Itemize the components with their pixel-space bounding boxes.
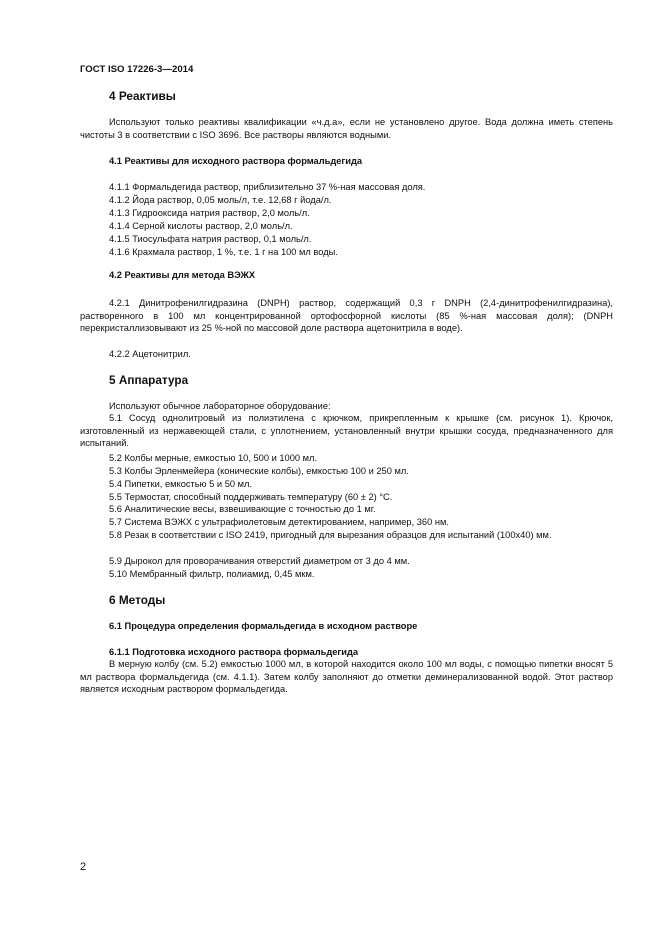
section-4-intro-text: Используют только реактивы квалификации «ч.д.а», если не установлено другое. Вода должна иметь степень чистоты 3 в соответствии с ISO 3696. Все растворы являются водными. [80, 117, 613, 140]
section-4-2-title: 4.2 Реактивы для метода ВЭЖХ [109, 270, 256, 280]
item-4-2-1 [80, 297, 613, 335]
section-4-1-title: 4.1 Реактивы для исходного раствора формальдегида [109, 156, 363, 166]
section-5-intro: Используют обычное лабораторное оборудование: [109, 401, 331, 411]
item-5-1-text: 5.1 Сосуд однолитровый из полиэтилена с крючком, прикрепленным к крышке (см. рисунок 1). Крючок, изготовленный из нержавеющей стали, с уплотнением, установленный внутри крышки сосуда, предназначенного для испытаний. [80, 413, 613, 449]
item-5-10: 5.10 Мембранный фильтр, полиамид, 0,45 мкм. [109, 569, 315, 579]
section-5-title: 5 Аппаратура [109, 373, 189, 387]
item-4-1-6: 4.1.6 Крахмала раствор, 1 %, т.е. 1 г на 100 мл воды. [109, 247, 338, 257]
page-number: 2 [80, 861, 87, 873]
item-5-8-text: 5.8 Резак в соответствии с ISO 2419, пригодный для вырезания образцов для испытаний (100х40) мм. [109, 530, 552, 540]
item-5-3: 5.3 Колбы Эрленмейера (конические колбы), емкостью 100 и 250 мл. [109, 466, 409, 476]
item-5-9: 5.9 Дырокол для проворачивания отверстий диаметром от 3 до 4 мм. [109, 556, 410, 566]
item-5-6: 5.6 Аналитические весы, взвешивающие с точностью до 1 мг. [109, 504, 376, 514]
item-4-1-3: 4.1.3 Гидрооксида натрия раствор, 2,0 моль/л. [109, 208, 310, 218]
section-4-intro [80, 116, 613, 141]
item-5-7: 5.7 Система ВЭЖХ с ультрафиолетовым детектированием, например, 360 нм. [109, 517, 449, 527]
item-4-1-2: 4.1.2 Йода раствор, 0,05 моль/л, т.е. 12,68 г йода/л. [109, 195, 332, 205]
item-4-2-1-text: 4.2.1 Динитрофенилгидразина (DNPH) раствор, содержащий 0,3 г DNPH (2,4-динитрофенилгидразина), растворенного в 100 мл концентрированной ортофосфорной кислоты (85 %-ная массовая доля); (DNPH перекристаллизовывают из 25 %-ной по массовой доле раствора ацетонитрила в воде). [80, 298, 613, 334]
item-4-1-5: 4.1.5 Тиосульфата натрия раствор, 0,1 моль/л. [109, 234, 312, 244]
section-6-1-1-title: 6.1.1 Подготовка исходного раствора формальдегида [109, 647, 359, 657]
item-5-5: 5.5 Термостат, способный поддерживать температуру (60 ± 2) °С. [109, 492, 393, 502]
item-5-8 [80, 529, 613, 542]
item-5-1 [80, 412, 613, 450]
section-6-title: 6 Методы [109, 593, 166, 607]
item-4-1-4: 4.1.4 Серной кислоты раствор, 2,0 моль/л. [109, 221, 293, 231]
item-5-2: 5.2 Колбы мерные, емкостью 10, 500 и 1000 мл. [109, 453, 318, 463]
item-4-1-1: 4.1.1 Формальдегида раствор, приблизительно 37 %-ная массовая доля. [109, 182, 426, 192]
section-6-1-1-body [80, 658, 613, 696]
section-6-1-1-text: В мерную колбу (см. 5.2) емкостью 1000 мл, в которой находится около 100 мл воды, с помощью пипетки вносят 5 мл раствора формальдегида (см. 4.1.1). Затем колбу заполняют до отметки деминерализованной водой. Этот раствор является исходным раствором формальдегида. [80, 659, 613, 695]
section-4-title: 4 Реактивы [109, 89, 176, 103]
item-5-4: 5.4 Пипетки, емкостью 5 и 50 мл. [109, 479, 253, 489]
document-header: ГОСТ ISO 17226-3—2014 [80, 64, 194, 75]
item-4-2-2: 4.2.2 Ацетонитрил. [109, 349, 191, 359]
section-6-1-title: 6.1 Процедура определения формальдегида в исходном растворе [109, 621, 418, 631]
